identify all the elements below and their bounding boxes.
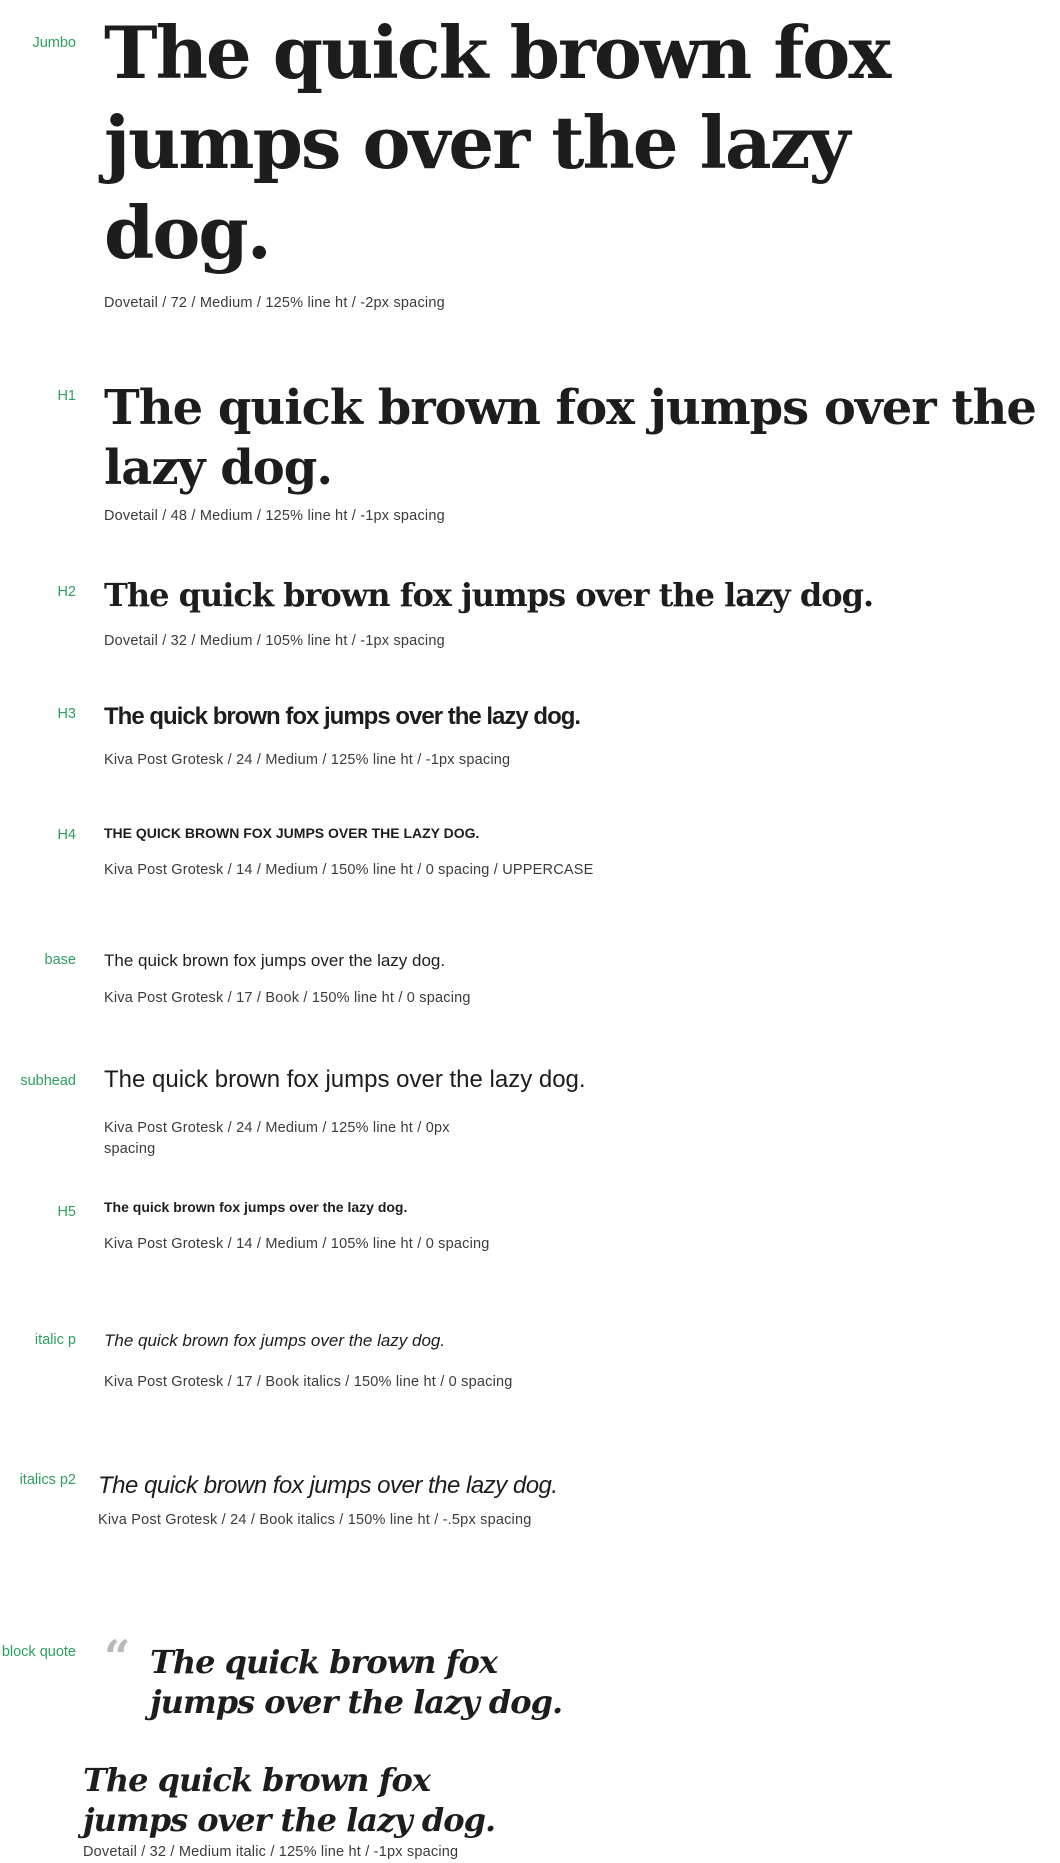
- spec-caption-block-quote: Dovetail / 32 / Medium italic / 125% line ht / -1px spacing: [83, 1844, 459, 1860]
- style-row-h4: [0, 823, 1060, 881]
- sample-text-block-quote: The quick brown fox jumps over the lazy dog.: [150, 1643, 563, 1721]
- spec-caption-h3: Kiva Post Grotesk / 24 / Medium / 125% line ht / -1px spacing: [104, 752, 511, 768]
- style-label-base: base: [44, 952, 76, 968]
- style-row-h2: [0, 578, 1060, 652]
- sample-text-jumbo: The quick brown fox jumps over the lazy dog.: [104, 10, 890, 275]
- spec-caption-italics-p2: Kiva Post Grotesk / 24 / Book italics / 150% line ht / -.5px spacing: [98, 1512, 532, 1528]
- style-row-jumbo: [0, 8, 1060, 314]
- style-row-block-quote: [0, 1630, 1060, 1722]
- spec-caption-jumbo: Dovetail / 72 / Medium / 125% line ht / -2px spacing: [104, 295, 445, 311]
- spec-caption-italic-p: Kiva Post Grotesk / 17 / Book italics / 150% line ht / 0 spacing: [104, 1374, 513, 1390]
- spec-caption-h1: Dovetail / 48 / Medium / 125% line ht / -1px spacing: [104, 508, 445, 524]
- spec-caption-h4: Kiva Post Grotesk / 14 / Medium / 150% line ht / 0 spacing / UPPERCASE: [104, 862, 594, 878]
- sample-text-h5: The quick brown fox jumps over the lazy dog.: [104, 1199, 408, 1215]
- style-row-italic-p: [0, 1328, 1060, 1393]
- spec-caption-h5: Kiva Post Grotesk / 14 / Medium / 105% line ht / 0 spacing: [104, 1236, 490, 1252]
- sample-text-h1: The quick brown fox jumps over the lazy dog.: [104, 380, 1036, 496]
- spec-caption-h2: Dovetail / 32 / Medium / 105% line ht / -1px spacing: [104, 633, 445, 649]
- quote-mark-icon: “: [104, 1630, 131, 1684]
- sample-text-italics-p2: The quick brown fox jumps over the lazy dog.: [98, 1472, 558, 1499]
- style-label-h1: H1: [57, 388, 76, 404]
- sample-text-italic-p: The quick brown fox jumps over the lazy dog.: [104, 1331, 446, 1350]
- sample-text-base: The quick brown fox jumps over the lazy dog.: [104, 951, 446, 970]
- style-label-h4: H4: [57, 827, 76, 843]
- style-row-base: [0, 948, 1060, 1009]
- sample-text-h2: The quick brown fox jumps over the lazy dog.: [104, 576, 874, 614]
- style-label-h3: H3: [57, 706, 76, 722]
- style-label-jumbo: Jumbo: [32, 35, 76, 51]
- style-label-italics-p2: italics p2: [19, 1472, 76, 1488]
- style-label-block-quote: block quote: [1, 1644, 76, 1660]
- style-label-h5: H5: [57, 1204, 76, 1220]
- style-row-h3: [0, 702, 1060, 771]
- style-row-block-quote-alt: [0, 1760, 1060, 1863]
- style-label-spacer: [0, 1760, 76, 1762]
- style-label-italic-p: italic p: [34, 1332, 76, 1348]
- style-row-italics-p2: [0, 1468, 1060, 1531]
- sample-text-subhead: The quick brown fox jumps over the lazy dog.: [104, 1066, 586, 1093]
- spec-caption-base: Kiva Post Grotesk / 17 / Book / 150% line ht / 0 spacing: [104, 990, 471, 1006]
- style-row-h5: [0, 1200, 1060, 1255]
- spec-caption-subhead: Kiva Post Grotesk / 24 / Medium / 125% line ht / 0px spacing: [104, 1120, 450, 1157]
- sample-text-h3: The quick brown fox jumps over the lazy dog.: [104, 703, 581, 730]
- style-label-subhead: subhead: [20, 1073, 76, 1089]
- style-label-h2: H2: [57, 584, 76, 600]
- sample-text-block-quote-alt: The quick brown fox jumps over the lazy dog.: [83, 1761, 496, 1839]
- sample-text-h4: THE QUICK BROWN FOX JUMPS OVER THE LAZY DOG.: [104, 825, 480, 841]
- style-row-h1: [0, 378, 1060, 527]
- style-row-subhead: [0, 1065, 1060, 1160]
